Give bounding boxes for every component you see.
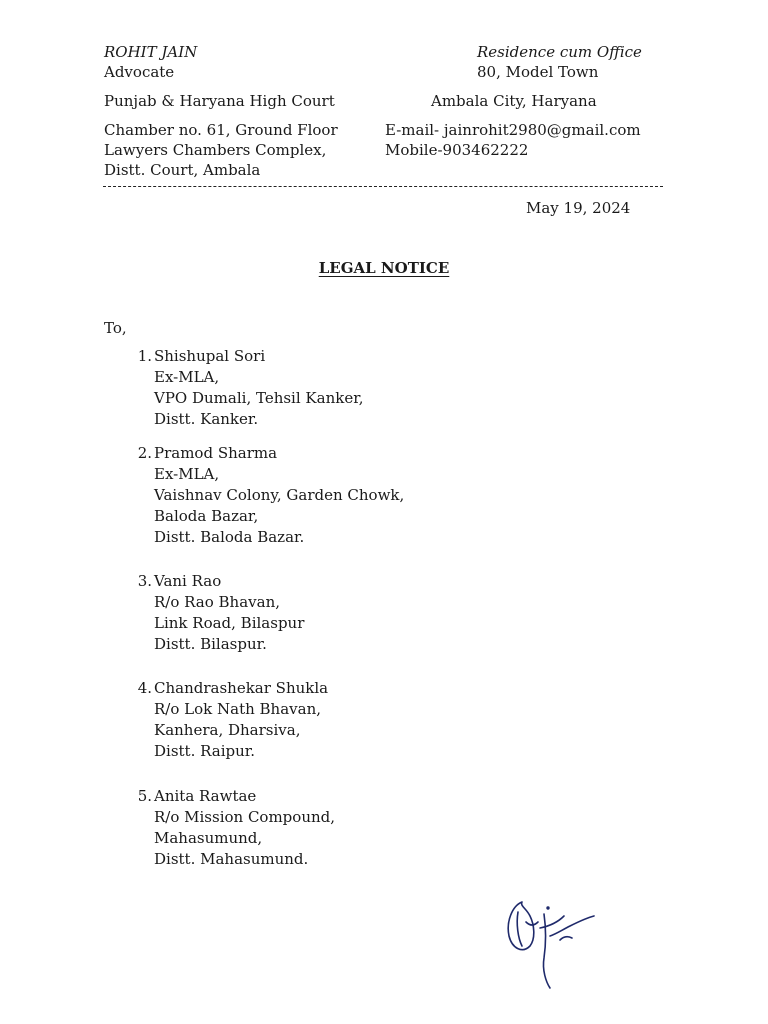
recipient-number: 5. xyxy=(137,787,152,805)
recipient-name: Chandrashekar Shukla xyxy=(154,679,329,697)
office-label: Residence cum Office xyxy=(477,43,642,61)
notice-date: May 19, 2024 xyxy=(526,199,631,217)
recipient-line: Distt. Mahasumund. xyxy=(154,850,309,868)
recipient-name: Anita Rawtae xyxy=(154,787,257,805)
recipient-number: 2. xyxy=(137,444,152,462)
recipient-line: Mahasumund, xyxy=(154,829,263,847)
recipient-name: Pramod Sharma xyxy=(154,444,278,462)
chamber-line-2: Lawyers Chambers Complex, xyxy=(104,141,327,159)
recipient-line: Baloda Bazar, xyxy=(154,507,259,525)
office-address: 80, Model Town xyxy=(477,63,599,81)
court-name: Punjab & Haryana High Court xyxy=(104,92,335,110)
recipient-line: Ex-MLA, xyxy=(154,368,220,386)
notice-title xyxy=(0,258,768,278)
recipient-line: Distt. Bilaspur. xyxy=(154,635,267,653)
salutation: To, xyxy=(104,319,127,337)
recipient-line: R/o Rao Bhavan, xyxy=(154,593,280,611)
mobile-line: Mobile-903462222 xyxy=(385,141,529,159)
recipient-line: Ex-MLA, xyxy=(154,465,220,483)
email-line: E-mail- jainrohit2980@gmail.com xyxy=(385,121,641,139)
header-divider xyxy=(103,186,663,187)
recipient-line: R/o Lok Nath Bhavan, xyxy=(154,700,321,718)
recipient-number: 1. xyxy=(137,347,152,365)
signature-image xyxy=(500,882,600,992)
recipient-line: Distt. Kanker. xyxy=(154,410,259,428)
recipient-number: 4. xyxy=(137,679,152,697)
recipient-line: VPO Dumali, Tehsil Kanker, xyxy=(154,389,364,407)
advocate-name: ROHIT JAIN xyxy=(104,43,198,61)
notice-title-text: LEGAL NOTICE xyxy=(318,259,450,277)
recipient-line: R/o Mission Compound, xyxy=(154,808,336,826)
recipient-name: Shishupal Sori xyxy=(154,347,266,365)
recipient-line: Kanhera, Dharsiva, xyxy=(154,721,301,739)
office-city: Ambala City, Haryana xyxy=(431,92,597,110)
recipient-line: Distt. Raipur. xyxy=(154,742,256,760)
recipient-line: Vaishnav Colony, Garden Chowk, xyxy=(154,486,405,504)
chamber-line-3: Distt. Court, Ambala xyxy=(104,161,261,179)
recipient-number: 3. xyxy=(137,572,152,590)
recipient-line: Distt. Baloda Bazar. xyxy=(154,528,305,546)
chamber-line-1: Chamber no. 61, Ground Floor xyxy=(104,121,338,139)
recipient-name: Vani Rao xyxy=(154,572,222,590)
recipient-line: Link Road, Bilaspur xyxy=(154,614,305,632)
advocate-designation: Advocate xyxy=(104,63,175,81)
